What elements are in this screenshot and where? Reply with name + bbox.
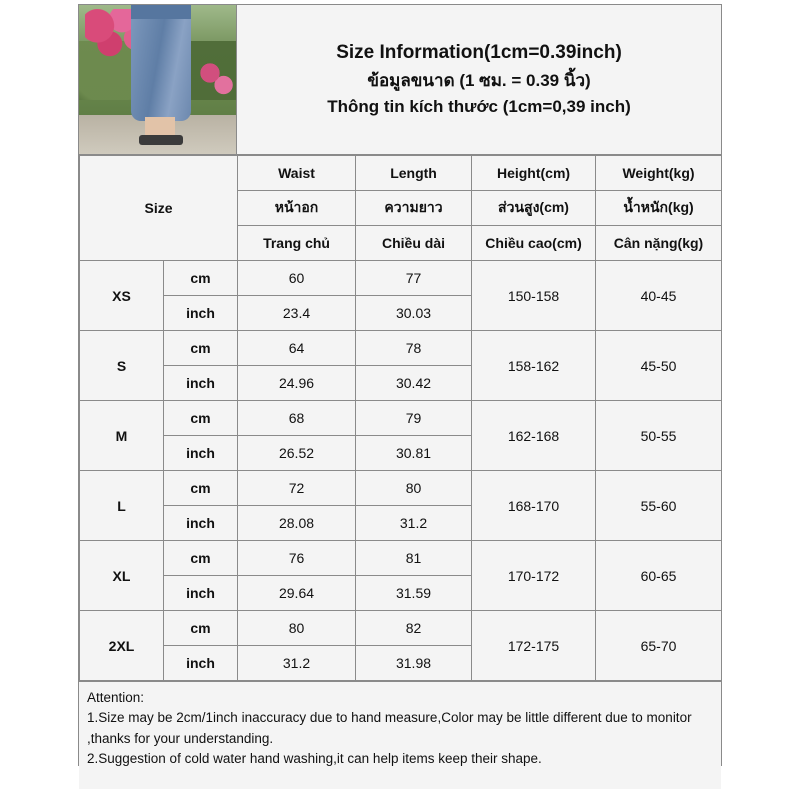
row-unit-inch: inch — [164, 366, 238, 401]
s-length-cm: 78 — [356, 331, 472, 366]
row-size-xs: XS — [80, 261, 164, 331]
col-waist-vi: Trang chủ — [238, 226, 356, 261]
table-row — [80, 401, 722, 436]
attention-block — [79, 681, 721, 789]
row-unit-inch: inch — [164, 436, 238, 471]
col-weight-en: Weight(kg) — [596, 156, 722, 191]
row-size-2xl: 2XL — [80, 611, 164, 681]
photo-shoes — [139, 135, 183, 145]
col-waist-th: หน้าอก — [238, 191, 356, 226]
m-waist-inch: 26.52 — [238, 436, 356, 471]
row-unit-inch: inch — [164, 296, 238, 331]
l-waist-cm: 72 — [238, 471, 356, 506]
2xl-weight: 65-70 — [596, 611, 722, 681]
xs-length-cm: 77 — [356, 261, 472, 296]
l-length-inch: 31.2 — [356, 506, 472, 541]
m-length-inch: 30.81 — [356, 436, 472, 471]
l-weight: 55-60 — [596, 471, 722, 541]
title-thai: ข้อมูลขนาด (1 ซม. = 0.39 นิ้ว) — [367, 70, 591, 90]
col-height-th: ส่วนสูง(cm) — [472, 191, 596, 226]
row-unit-inch: inch — [164, 576, 238, 611]
s-waist-inch: 24.96 — [238, 366, 356, 401]
attention-heading: Attention: — [87, 690, 145, 705]
col-height-en: Height(cm) — [472, 156, 596, 191]
xs-weight: 40-45 — [596, 261, 722, 331]
col-length-en: Length — [356, 156, 472, 191]
table-row — [80, 331, 722, 366]
title-vietnamese: Thông tin kích thước (1cm=0,39 inch) — [327, 97, 631, 117]
row-unit-cm: cm — [164, 611, 238, 646]
table-row — [80, 261, 722, 296]
2xl-height: 172-175 — [472, 611, 596, 681]
chart-header — [79, 5, 721, 155]
row-unit-inch: inch — [164, 646, 238, 681]
xl-weight: 60-65 — [596, 541, 722, 611]
l-height: 168-170 — [472, 471, 596, 541]
title-english: Size Information(1cm=0.39inch) — [336, 42, 622, 64]
m-waist-cm: 68 — [238, 401, 356, 436]
col-height-vi: Chiều cao(cm) — [472, 226, 596, 261]
m-height: 162-168 — [472, 401, 596, 471]
row-unit-cm: cm — [164, 471, 238, 506]
table-row — [80, 471, 722, 506]
product-photo — [79, 5, 237, 154]
col-weight-th: น้ำหนัก(kg) — [596, 191, 722, 226]
l-waist-inch: 28.08 — [238, 506, 356, 541]
photo-denim-skirt — [131, 5, 191, 121]
xs-waist-inch: 23.4 — [238, 296, 356, 331]
xl-height: 170-172 — [472, 541, 596, 611]
2xl-length-inch: 31.98 — [356, 646, 472, 681]
xs-length-inch: 30.03 — [356, 296, 472, 331]
xl-length-inch: 31.59 — [356, 576, 472, 611]
row-unit-cm: cm — [164, 401, 238, 436]
row-unit-inch: inch — [164, 506, 238, 541]
col-waist-en: Waist — [238, 156, 356, 191]
row-unit-cm: cm — [164, 261, 238, 296]
col-weight-vi: Cân nặng(kg) — [596, 226, 722, 261]
col-length-vi: Chiều dài — [356, 226, 472, 261]
row-size-l: L — [80, 471, 164, 541]
row-unit-cm: cm — [164, 331, 238, 366]
size-chart-sheet — [78, 4, 722, 766]
xl-waist-inch: 29.64 — [238, 576, 356, 611]
xs-height: 150-158 — [472, 261, 596, 331]
table-row — [80, 611, 722, 646]
row-size-s: S — [80, 331, 164, 401]
row-unit-cm: cm — [164, 541, 238, 576]
s-weight: 45-50 — [596, 331, 722, 401]
size-table — [79, 155, 722, 681]
xs-waist-cm: 60 — [238, 261, 356, 296]
m-weight: 50-55 — [596, 401, 722, 471]
attention-line-2: 2.Suggestion of cold water hand washing,it can help items keep their shape. — [87, 750, 542, 766]
s-length-inch: 30.42 — [356, 366, 472, 401]
s-height: 158-162 — [472, 331, 596, 401]
2xl-waist-cm: 80 — [238, 611, 356, 646]
table-row — [80, 541, 722, 576]
2xl-waist-inch: 31.2 — [238, 646, 356, 681]
m-length-cm: 79 — [356, 401, 472, 436]
xl-length-cm: 81 — [356, 541, 472, 576]
2xl-length-cm: 82 — [356, 611, 472, 646]
title-block — [237, 5, 721, 154]
attention-line-1: 1.Size may be 2cm/1inch inaccuracy due to hand measure,Color may be little different due to monitor ,thanks for your understanding. — [87, 710, 692, 746]
col-length-th: ความยาว — [356, 191, 472, 226]
table-header-row-en — [80, 156, 722, 191]
s-waist-cm: 64 — [238, 331, 356, 366]
row-size-m: M — [80, 401, 164, 471]
xl-waist-cm: 76 — [238, 541, 356, 576]
photo-flowers-secondary — [194, 57, 234, 97]
size-corner-label: Size — [80, 156, 238, 261]
row-size-xl: XL — [80, 541, 164, 611]
l-length-cm: 80 — [356, 471, 472, 506]
